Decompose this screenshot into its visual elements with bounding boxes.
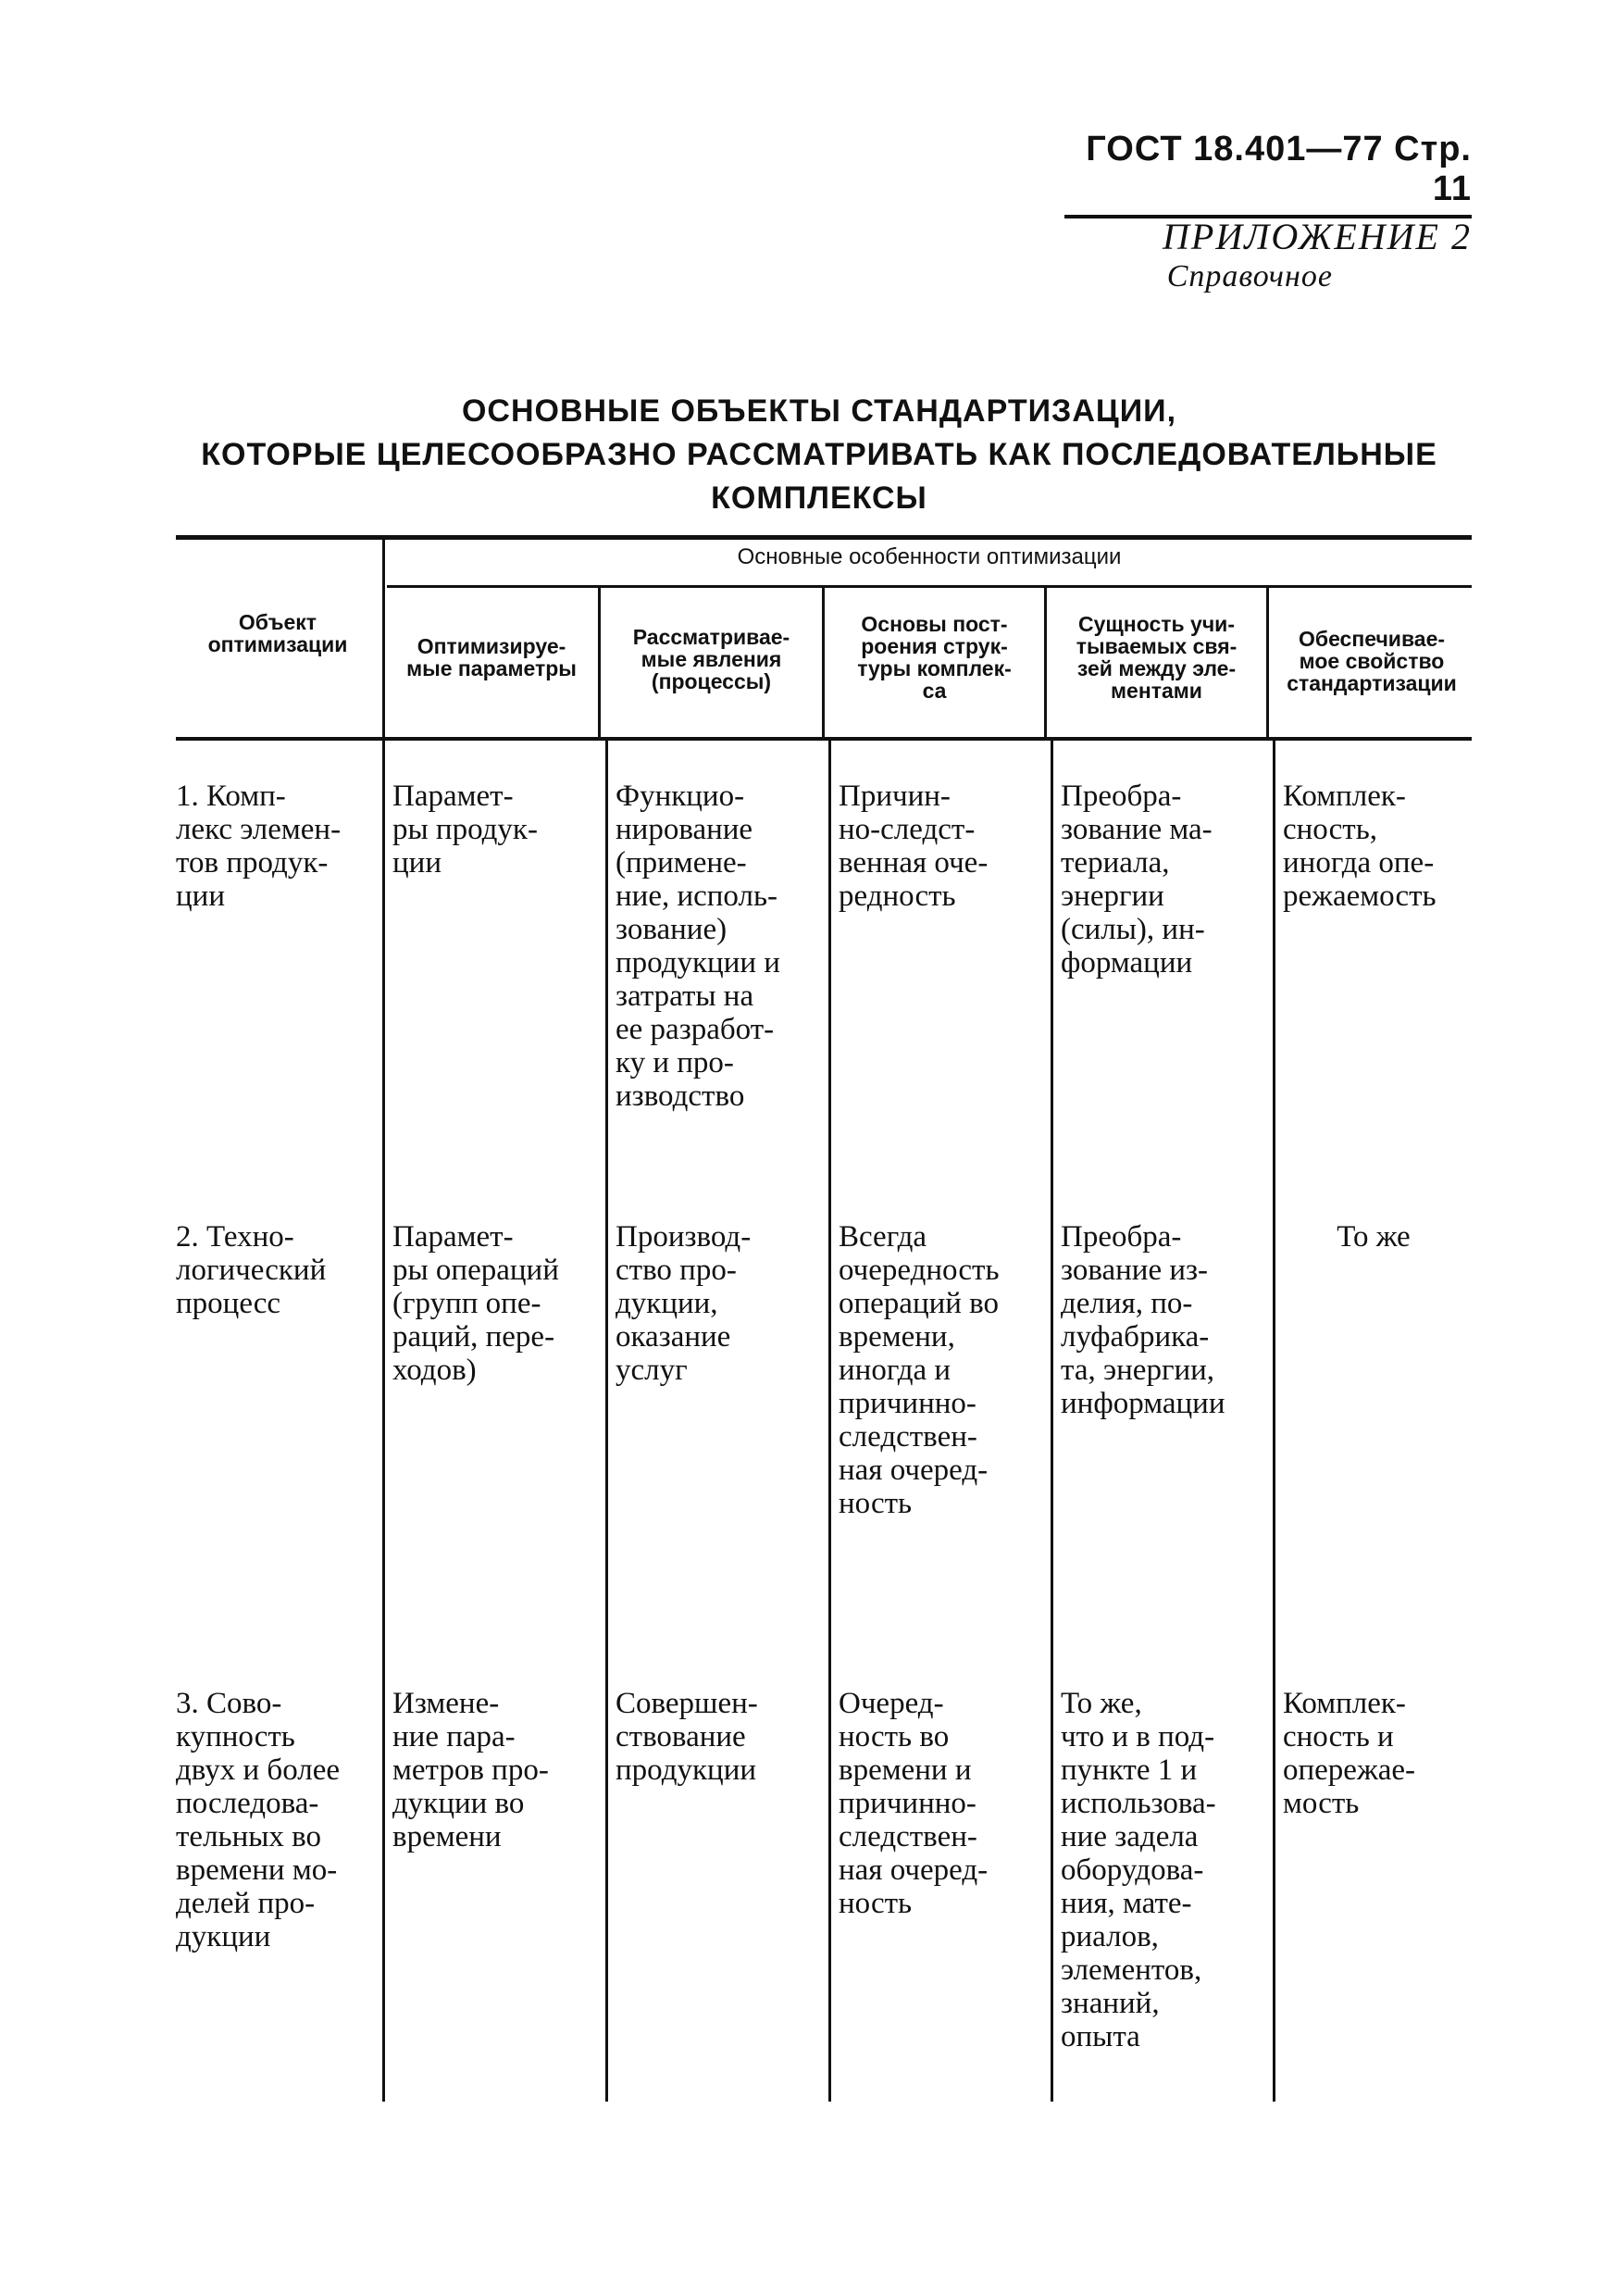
table-cell: Всегда очередность операций во времени, иногда и причинно- следствен- ная очеред- ность xyxy=(839,1220,1000,1520)
column-header-object: Объект оптимизации xyxy=(207,610,348,656)
table-cell: Комплек- сность и опережае- мость xyxy=(1283,1687,1416,1820)
column-divider xyxy=(1273,741,1275,2102)
table-cell: Преобра- зование из- делия, по- луфабрика- та, энергии, информации xyxy=(1061,1220,1225,1420)
group-header-rule xyxy=(387,585,1472,588)
table-cell: Совершен- ствование продукции xyxy=(616,1687,758,1787)
document-title-line-2: КОТОРЫЕ ЦЕЛЕСООБРАЗНО РАССМАТРИВАТЬ КАК ПОСЛЕДОВАТЕЛЬНЫЕ xyxy=(201,437,1437,472)
table-cell: То же xyxy=(1337,1220,1411,1254)
column-header-links: Сущность учи- тываемых свя- зей между эле- ментами xyxy=(1076,612,1238,703)
table-cell: То же, что и в под- пункте 1 и использова- ние задела оборудова- ния, мате- риалов, элементов, знаний, опыта xyxy=(1061,1687,1216,2053)
column-divider xyxy=(605,741,608,2102)
table-cell: 2. Техно- логический процесс xyxy=(176,1220,327,1320)
page-header-gost: ГОСТ 18.401—77 Стр. 11 xyxy=(1064,130,1472,218)
document-title-line-3: КОМПЛЕКСЫ xyxy=(711,480,927,516)
table-cell: Измене- ние пара- метров про- дукции во времени xyxy=(392,1687,549,1853)
document-title-line-1: ОСНОВНЫЕ ОБЪЕКТЫ СТАНДАРТИЗАЦИИ, xyxy=(461,393,1177,429)
appendix-subtitle: Справочное xyxy=(1166,259,1333,293)
column-divider xyxy=(828,741,831,2102)
table-cell: 3. Сово- купность двух и более последова- тельных во времени мо- делей про- дукции xyxy=(176,1687,341,1953)
table-cell: Производ- ство про- дукции, оказание услуг xyxy=(616,1220,752,1387)
table-cell: Причин- но-следст- венная оче- редность xyxy=(839,780,989,913)
column-header-phenomena: Рассматривае- мые явления (процессы) xyxy=(632,625,790,693)
column-header-parameters: Оптимизируе- мые параметры xyxy=(406,634,577,680)
column-header-property: Обеспечивае- мое свойство стандартизации xyxy=(1287,627,1457,695)
column-divider xyxy=(382,741,385,2102)
group-header: Основные особенности оптимизации xyxy=(737,544,1122,569)
table-cell: Функцио- нирование (примене- ние, исполь- зование) продукции и затраты на ее разработ- ку и про- изводство xyxy=(616,780,780,1113)
table-cell: Очеред- ность во времени и причинно- следствен- ная очеред- ность xyxy=(839,1687,989,1920)
column-header-structure: Основы пост- роения струк- туры комплек- са xyxy=(857,612,1012,703)
table-cell: Парамет- ры продук- ции xyxy=(392,780,538,880)
table-cell: Комплек- сность, иногда опе- режаемость xyxy=(1283,780,1437,913)
table-cell: 1. Комп- лекс элемен- тов продук- ции xyxy=(176,780,342,913)
column-divider xyxy=(1051,741,1053,2102)
table-cell: Парамет- ры операций (групп опе- раций, пере- ходов) xyxy=(392,1220,559,1387)
appendix-title: ПРИЛОЖЕНИЕ 2 xyxy=(1163,216,1472,257)
table-top-rule xyxy=(176,535,1472,540)
table-cell: Преобра- зование ма- териала, энергии (силы), ин- формации xyxy=(1061,780,1213,980)
header-bottom-rule xyxy=(176,737,1472,741)
